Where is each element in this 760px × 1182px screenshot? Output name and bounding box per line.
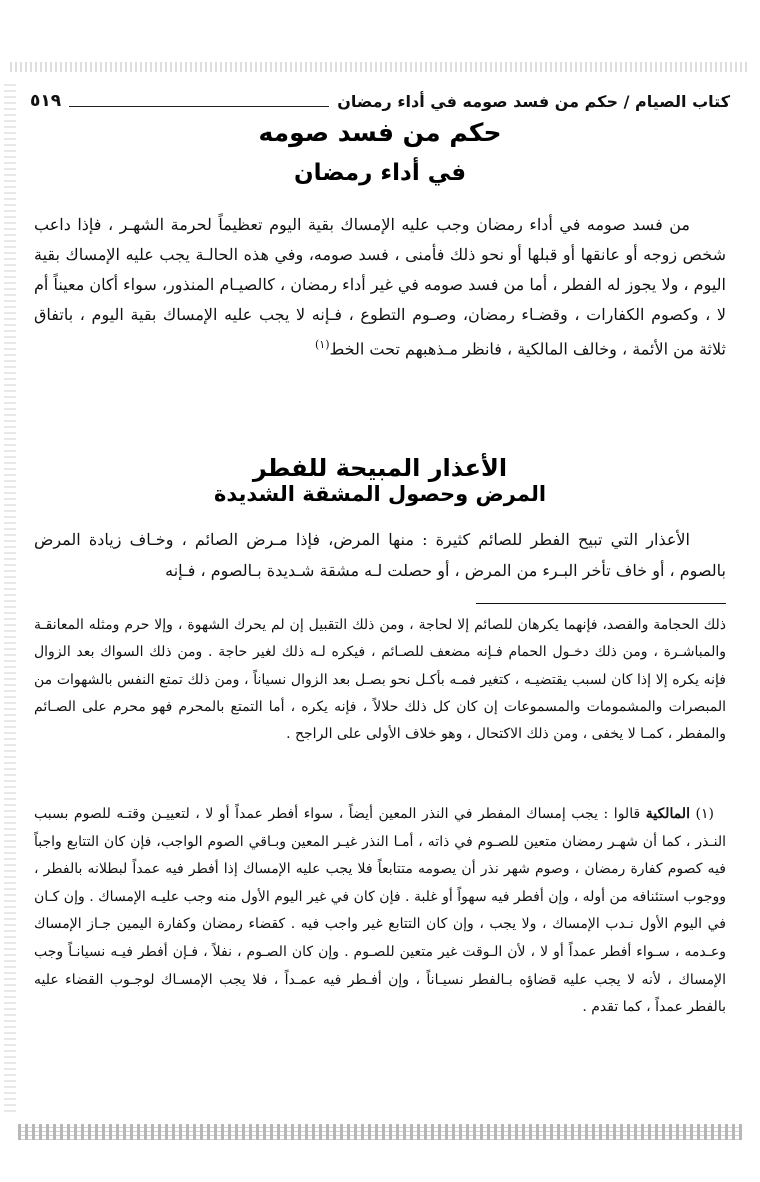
decorative-top-border	[10, 62, 750, 72]
subsection-paragraph: الأعذار التي تبيح الفطر للصائم كثيرة : منها المرض، فإذا مـرض الصائم ، وخـاف زيادة المرض بالصوم ، أو خاف تأخر البـرء من المرض ، أو حصلت لـه مشقة شـديدة بـالصوم ، فـإنه	[34, 530, 726, 580]
footnote-number: (١)	[695, 806, 714, 822]
running-title: كتاب الصيام / حكم من فسد صومه في أداء رمضان	[337, 91, 730, 111]
decorative-bottom-border	[18, 1124, 742, 1140]
subsection-title: الأعذار المبيحة للفطر	[252, 454, 508, 482]
header-rule	[69, 106, 329, 107]
section-paragraph	[34, 210, 726, 364]
section-title-line-2: في أداء رمضان	[293, 160, 467, 186]
page-number: ٥١٩	[30, 91, 62, 111]
section-title-line-1: حكم من فسد صومه	[258, 118, 502, 147]
decorative-side-border	[4, 80, 16, 1112]
footnote-text: قالوا : يجب إمساك المفطر في النذر المعين أيضاً ، سواء أفطر عمداً أو لا ، لتعييـن وقتـه للصوم بسبب النـذر ، كما أن شهـر رمضان متعين للصـوم في ذاته ، أمـا النذر غيـر المعين وبـاقي الصوم الواجب، فإن كان التتابع واجباً فيه كصوم كفارة رمضان ، وصوم شهر نذر أن يصومه متتابعاً فلا يجب عليه الإمساك إذا أفطر فيه عمداً لبطلانه بالفطر ، ووجوب استئنافه من أوله ، وإن أفطر فيه سهواً أو غلبة . فإن كان في غير اليوم الأول منه وجب عليـه الإمساك . وإن كـان في اليوم الأول نـدب الإمساك ، ولا يجب ، وإن كان التتابع غير واجب فيه . كقضاء رمضان وكفارة اليمين جـاز الإمساك وعـدمه ، سـواء أفطر عمداً أو لا ، لأن الـوقت غير متعين للصـوم . وإن كان الصـوم ، نفلاً ، فـإن أفطر فيـه نسيانـاً وجب الإمساك ، لأنه لا يجب عليه قضاؤه بـالفطر نسيـاناً ، وإن أفـطر فيه عمـداً ، فلا يجب الإمسـاك لوجـوب القضاء عليه بالفطر عمداً ، كما تقدم .	[34, 806, 726, 1016]
subsection-subtitle: المرض وحصول المشقة الشديدة	[213, 482, 547, 506]
footnote-reference[interactable]: (١)	[314, 338, 330, 351]
footnote-1	[34, 801, 726, 1022]
footnote-separator	[476, 603, 726, 604]
footnote-continued: ذلك الحجامة والفصد، فإنهما يكرهان للصائم إلا لحاجة ، ومن ذلك التقبيل إن لم يحرك الشهوة ، وإلا حرم ومثله المعانقـة والمباشـرة ، ومن ذلك دخـول الحمام فـإنه مضعف للصـائم ، فيكره لـه ذلك لغير حاجة . ومن ذلك السواك بعد الزوال فإنه يكره إلا إذا كان لسبب يقتضيـه ، كتغير فمـه بأكـل نحو بصـل بعد الزوال نسياناً ، ومن ذلك تمتع النفس بالشهوات من المبصرات والمشمومات والمسموعات إن كان كل ذلك حلالاً ، فإنه يكره ، أما التمتع بالمحرم فهو محرم على الصـائم والمفطر ، كمـا لا يخفى ، ومن ذلك الاكتحال ، وهو خلاف الأولى على الراجح .	[34, 617, 726, 743]
footnote-school-label: المالكية	[645, 806, 690, 822]
paragraph-text: من فسد صومه في أداء رمضان وجب عليه الإمساك بقية اليوم تعظيماً لحرمة الشهـر ، فإذا داعب شخص زوجه أو عانقها أو قبلها أو نحو ذلك فأمنى ، فسد صومه، وفي هذه الحالـة يجب عليه الإمساك بقية اليوم ، ولا يجوز له الفطر ، أما من فسد صومه في غير أداء رمضان ، كالصيـام المنذور، سواء أكان معيناً أم لا ، وكصوم الكفارات ، وقضـاء رمضان، وصـوم التطوع ، فـإنه لا يجب عليه الإمساك بقية اليوم ، باتفاق ثلاثة من الأئمة ، وخالف المالكية ، فانظر مـذهبهم تحت الخط	[34, 215, 727, 359]
running-header	[30, 88, 730, 114]
